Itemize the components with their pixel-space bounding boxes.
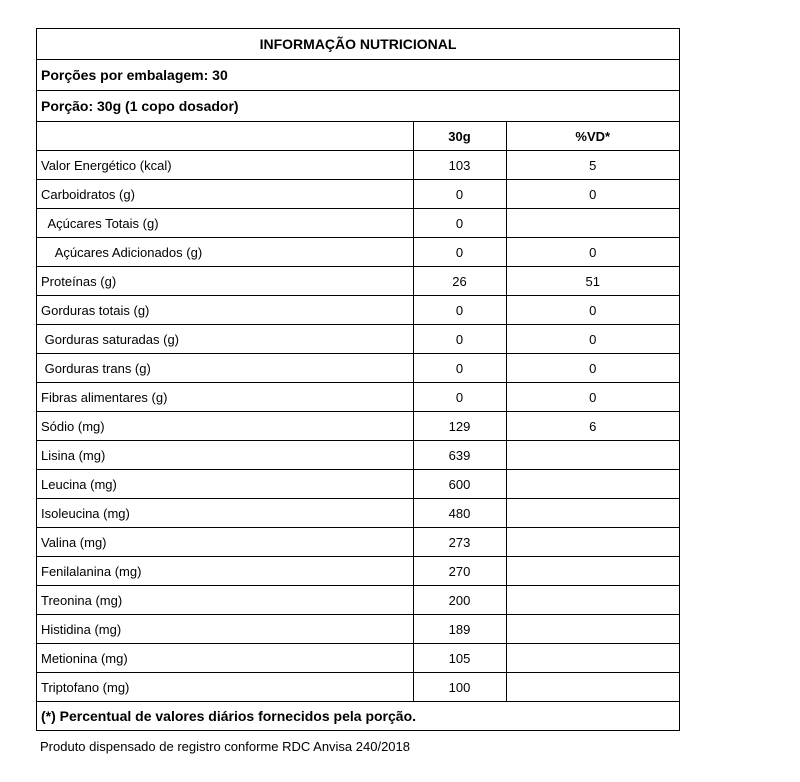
nutrient-amount: 480 — [413, 499, 506, 528]
nutrient-name: Sódio (mg) — [37, 412, 413, 441]
nutrient-dv: 0 — [506, 296, 679, 325]
dv-footnote: (*) Percentual de valores diários fornecidos pela porção. — [41, 708, 417, 724]
table-row — [37, 296, 679, 325]
nutrient-amount: 0 — [413, 238, 506, 267]
table-row — [37, 238, 679, 267]
table-row — [37, 586, 679, 615]
table-row — [37, 644, 679, 673]
nutrient-name: Fibras alimentares (g) — [37, 383, 413, 412]
table-row — [37, 151, 679, 180]
nutrient-name: Treonina (mg) — [37, 586, 413, 615]
table-row — [37, 325, 679, 354]
nutrient-name: Leucina (mg) — [37, 470, 413, 499]
nutrient-name: Gorduras trans (g) — [37, 354, 413, 383]
nutrient-name: Histidina (mg) — [37, 615, 413, 644]
column-header-dv: %VD* — [506, 122, 679, 151]
table-row — [37, 528, 679, 557]
nutrition-label — [36, 28, 680, 731]
nutrient-dv — [506, 499, 679, 528]
table-row — [37, 412, 679, 441]
nutrient-dv: 5 — [506, 151, 679, 180]
nutrient-amount: 639 — [413, 441, 506, 470]
column-header-amount: 30g — [413, 122, 506, 151]
table-row — [37, 354, 679, 383]
nutrient-name: Valina (mg) — [37, 528, 413, 557]
nutrient-amount: 103 — [413, 151, 506, 180]
table-row — [37, 470, 679, 499]
nutrient-name: Açúcares Adicionados (g) — [37, 238, 413, 267]
table-row — [37, 441, 679, 470]
nutrient-amount: 270 — [413, 557, 506, 586]
nutrient-amount: 129 — [413, 412, 506, 441]
table-header-row — [37, 122, 679, 151]
table-row — [37, 383, 679, 412]
column-header-name — [37, 122, 413, 151]
nutrient-dv — [506, 615, 679, 644]
nutrient-name: Proteínas (g) — [37, 267, 413, 296]
nutrient-dv — [506, 528, 679, 557]
nutrient-amount: 0 — [413, 296, 506, 325]
nutrient-table — [37, 122, 679, 702]
nutrient-amount: 189 — [413, 615, 506, 644]
nutrient-name: Isoleucina (mg) — [37, 499, 413, 528]
nutrient-dv: 0 — [506, 180, 679, 209]
nutrient-amount: 100 — [413, 673, 506, 702]
nutrient-amount: 273 — [413, 528, 506, 557]
table-row — [37, 499, 679, 528]
nutrient-dv: 0 — [506, 238, 679, 267]
nutrient-dv — [506, 557, 679, 586]
nutrient-amount: 200 — [413, 586, 506, 615]
nutrient-name: Gorduras totais (g) — [37, 296, 413, 325]
servings-per-package: Porções por embalagem: 30 — [37, 60, 679, 91]
nutrient-amount: 0 — [413, 180, 506, 209]
registration-disclaimer: Produto dispensado de registro conforme RDC Anvisa 240/2018 — [40, 739, 410, 754]
nutrient-dv — [506, 586, 679, 615]
nutrient-dv — [506, 644, 679, 673]
table-row — [37, 557, 679, 586]
nutrient-name: Triptofano (mg) — [37, 673, 413, 702]
nutrient-dv — [506, 441, 679, 470]
nutrient-amount: 600 — [413, 470, 506, 499]
table-row — [37, 267, 679, 296]
nutrient-dv: 0 — [506, 383, 679, 412]
table-row — [37, 180, 679, 209]
nutrient-amount: 0 — [413, 383, 506, 412]
nutrient-dv — [506, 673, 679, 702]
table-row — [37, 615, 679, 644]
nutrient-name: Carboidratos (g) — [37, 180, 413, 209]
serving-size: Porção: 30g (1 copo dosador) — [37, 91, 679, 122]
label-title: INFORMAÇÃO NUTRICIONAL — [37, 29, 679, 60]
nutrient-dv: 6 — [506, 412, 679, 441]
nutrient-dv — [506, 470, 679, 499]
nutrient-amount: 105 — [413, 644, 506, 673]
nutrient-name: Valor Energético (kcal) — [37, 151, 413, 180]
table-row — [37, 673, 679, 702]
nutrient-dv: 0 — [506, 325, 679, 354]
nutrient-name: Açúcares Totais (g) — [37, 209, 413, 238]
nutrient-name: Fenilalanina (mg) — [37, 557, 413, 586]
nutrient-amount: 0 — [413, 209, 506, 238]
nutrient-dv — [506, 209, 679, 238]
nutrient-dv: 0 — [506, 354, 679, 383]
nutrient-amount: 0 — [413, 354, 506, 383]
nutrient-dv: 51 — [506, 267, 679, 296]
nutrient-name: Lisina (mg) — [37, 441, 413, 470]
table-row — [37, 209, 679, 238]
nutrition-table-box — [36, 28, 680, 731]
nutrient-name: Metionina (mg) — [37, 644, 413, 673]
nutrient-name: Gorduras saturadas (g) — [37, 325, 413, 354]
nutrient-amount: 0 — [413, 325, 506, 354]
nutrient-amount: 26 — [413, 267, 506, 296]
